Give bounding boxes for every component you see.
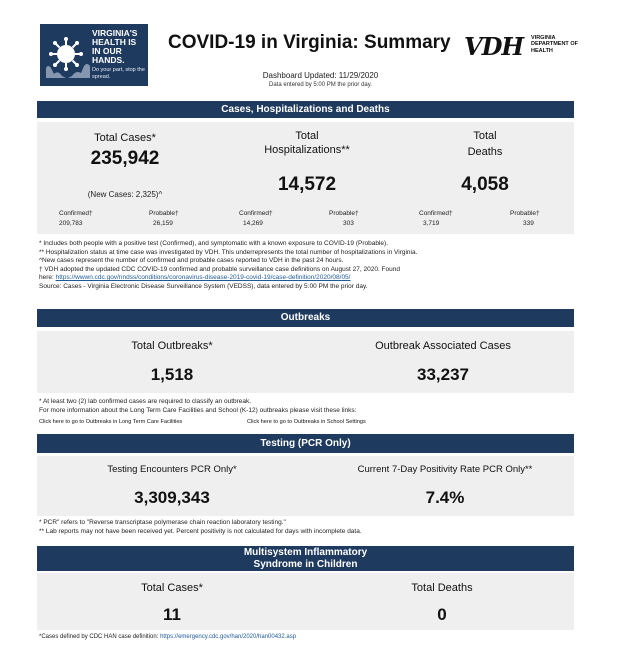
cases-note-2: ** Hospitalization status at time case was investigated by VDH. This underrepresents the total number of hospitalizations in Virginia.	[39, 248, 418, 256]
positivity-rate-label: Current 7-Day Positivity Rate PCR Only**	[357, 464, 533, 475]
deaths-confirmed-value: 3,719	[423, 220, 440, 227]
mis-total-deaths-value: 0	[437, 605, 447, 624]
cases-note-4: † VDH adopted the updated CDC COVID-19 confirmed and probable surveillance case definitions on August 27, 2020. Found	[39, 265, 400, 273]
cases-note-3: ^New cases represent the number of confirmed and probable cases reported to VDH in the past 24 hours.	[39, 257, 344, 265]
vdh-logo-mark: VDH	[464, 32, 524, 61]
page-title: COVID-19 in Virginia: Summary	[168, 32, 451, 53]
total-outbreaks-label: Total Outbreaks*	[131, 340, 213, 352]
cases-panel	[37, 122, 574, 234]
new-cases: (New Cases: 2,325)^	[87, 190, 163, 199]
testing-notes	[39, 519, 362, 536]
mis-total-deaths-label: Total Deaths	[411, 582, 473, 594]
mis-section-heading	[37, 546, 574, 571]
hospitalizations-label-line2: Hospitalizations**	[264, 144, 350, 156]
deaths-label-line2: Deaths	[467, 146, 503, 158]
outbreak-links	[39, 419, 182, 425]
testing-encounters-label: Testing Encounters PCR Only*	[107, 464, 237, 475]
cases-confirmed-value: 209,783	[59, 220, 83, 227]
outbreaks-note-2: For more information about the Long Term Care Facilities and School (K-12) outbreaks please visit these links:	[39, 406, 357, 414]
outbreaks-note-1: * At least two (2) lab confirmed cases are required to classify an outbreak.	[39, 398, 252, 405]
outbreaks-panel	[37, 331, 574, 393]
positivity-rate-value: 7.4%	[425, 488, 465, 507]
logo-slogan: VIRGINIA'S HEALTH IS IN OUR HANDS.	[92, 28, 138, 65]
dashboard-updated-note: Data entered by 5:00 PM the prior day.	[269, 82, 372, 88]
hospitalizations-confirmed-label: Confirmed†	[239, 210, 273, 217]
hospitalizations-probable-label: Probable†	[329, 210, 359, 217]
logo-tagline: Do your part, stop the spread.	[92, 67, 145, 80]
cases-section-heading	[37, 101, 574, 118]
outbreak-links-school	[247, 419, 366, 425]
total-cases-label: Total Cases*	[94, 132, 156, 144]
hospitalizations-confirmed-value: 14,269	[243, 220, 263, 227]
cases-notes	[39, 240, 417, 292]
vdh-logo	[464, 32, 589, 62]
deaths-label-line1: Total	[473, 130, 497, 142]
outbreaks-section-heading	[37, 309, 574, 327]
deaths-confirmed-label: Confirmed†	[419, 210, 453, 217]
mis-heading-line2: Syndrome in Children	[253, 558, 358, 570]
cases-probable-value: 26,159	[153, 220, 173, 227]
testing-note-2: ** Lab reports may not have been received yet. Percent positivity is not calculated for days with incomplete data.	[39, 527, 362, 535]
cases-note-5	[39, 274, 417, 283]
vdh-logo-text: VIRGINIA DEPARTMENT OF HEALTH	[531, 35, 578, 54]
outbreak-associated-cases-value: 33,237	[417, 365, 469, 384]
testing-encounters-value: 3,309,343	[134, 488, 210, 507]
dashboard-header	[0, 0, 641, 95]
testing-panel	[37, 456, 574, 516]
outbreaks-section-heading-text: Outbreaks	[280, 312, 331, 323]
deaths-probable-value: 339	[523, 220, 534, 227]
hospitalizations-probable-value: 303	[343, 220, 354, 227]
ltcf-outbreaks-link[interactable]: Click here to go to Outbreaks in Long Term Care Facilities	[39, 419, 183, 425]
mis-note-prefix: *Cases defined by CDC HAN case definition:	[39, 634, 161, 640]
mis-note	[39, 634, 296, 640]
school-outbreaks-link[interactable]: Click here to go to Outbreaks in School Settings	[247, 419, 366, 425]
mis-total-cases-value: 11	[163, 605, 181, 624]
outbreaks-notes	[39, 398, 356, 415]
outbreak-associated-cases-label: Outbreak Associated Cases	[375, 340, 511, 352]
cdc-han-link[interactable]: https://emergency.cdc.gov/han/2020/han00432.asp	[160, 634, 297, 640]
mis-heading-line1: Multisystem Inflammatory	[243, 546, 368, 558]
cases-section-heading-text: Cases, Hospitalizations and Deaths	[221, 103, 390, 115]
total-outbreaks-value: 1,518	[150, 365, 194, 384]
cases-source: Source: Cases - Virginia Electronic Disease Surveillance System (VEDSS), data entered by 5:00 PM the prior day.	[39, 282, 368, 290]
cdc-case-definition-link[interactable]: https://wwwn.cdc.gov/nndss/conditions/coronavirus-disease-2019-covid-19/case-definition/2020/08/05/	[55, 274, 351, 282]
cases-probable-label: Probable†	[149, 210, 179, 217]
cases-note-1: * Includes both people with a positive test (Confirmed), and symptomatic with a known exposure to COVID-19 (Probable).	[39, 240, 389, 247]
testing-section-heading-text: Testing (PCR Only)	[260, 437, 351, 449]
testing-section-heading	[37, 434, 574, 453]
hospitalizations-label-line1: Total	[295, 130, 319, 142]
deaths-value: 4,058	[461, 174, 509, 195]
mis-total-cases-label: Total Cases*	[141, 582, 203, 594]
mis-panel	[37, 573, 574, 630]
dashboard-updated: Dashboard Updated: 11/29/2020	[262, 71, 379, 80]
total-cases-value: 235,942	[90, 148, 160, 169]
hospitalizations-value: 14,572	[277, 174, 337, 195]
cases-confirmed-label: Confirmed†	[59, 210, 93, 217]
testing-note-1: * PCR" refers to "Reverse transcriptase polymerase chain reaction laboratory testing."	[39, 519, 286, 526]
deaths-probable-label: Probable†	[510, 210, 540, 217]
cases-note-here: here:	[39, 274, 54, 282]
